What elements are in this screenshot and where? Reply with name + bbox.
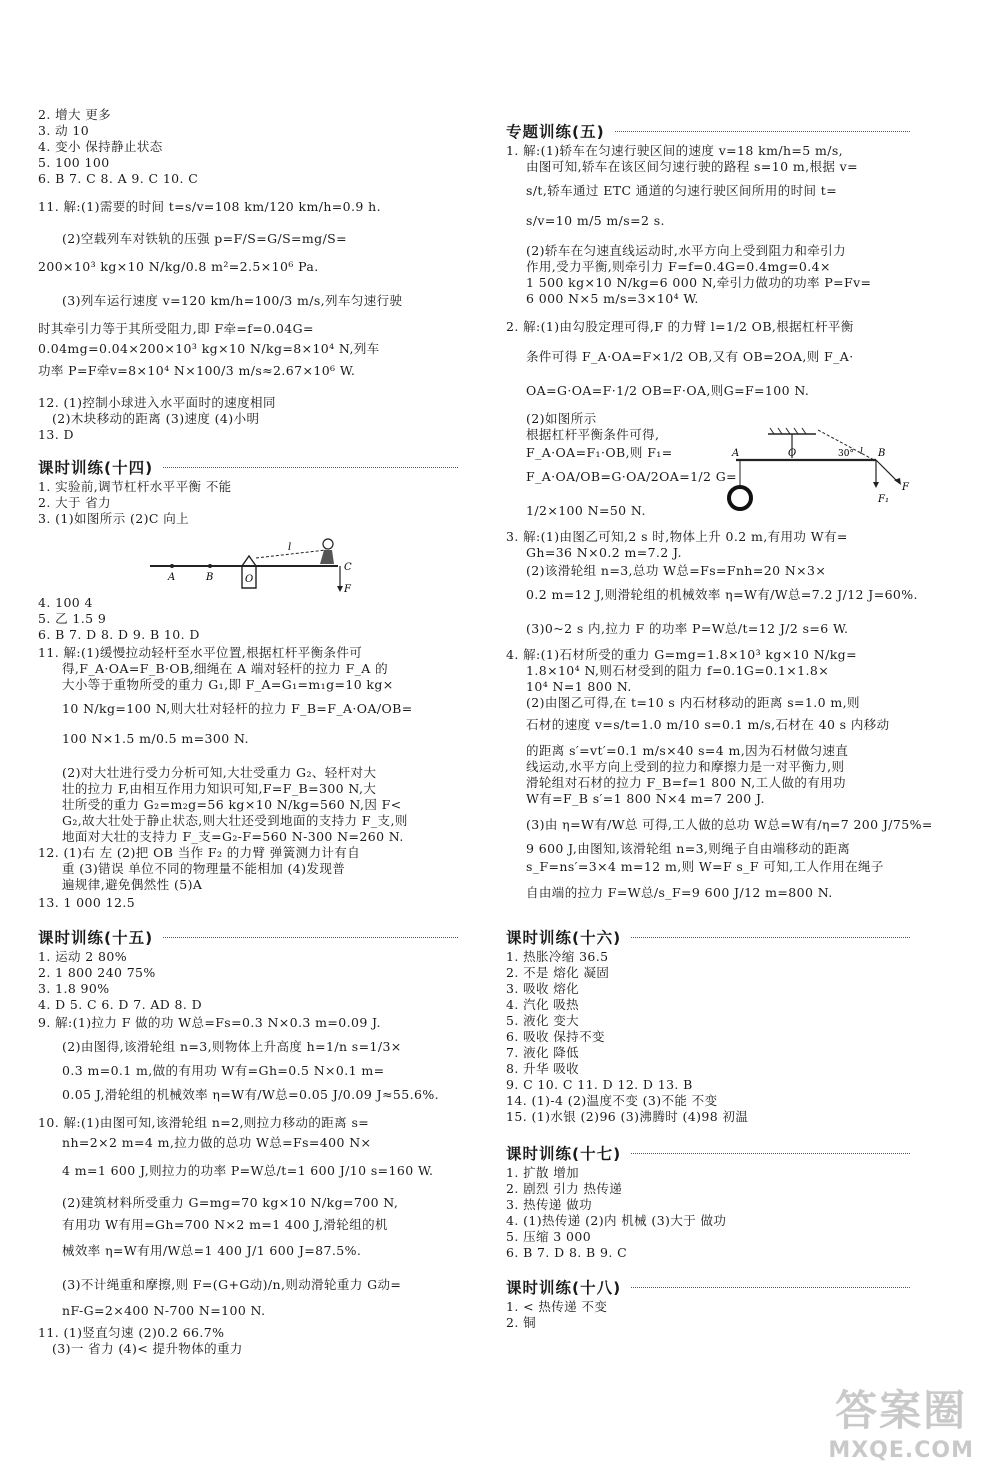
answer-line: 4. 解:(1)石材所受的重力 G=mg=1.8×10³ kg×10 N/kg= (506, 647, 857, 662)
answer-line: 2. 铜 (506, 1315, 536, 1330)
answer-line: 5. 乙 1.5 9 (38, 611, 107, 626)
answer-line: 0.05 J,滑轮组的机械效率 η=W有/W总=0.05 J/0.09 J≈55.6%. (62, 1087, 439, 1102)
answer-line: 2. 1 800 240 75% (38, 965, 156, 980)
answer-line: 4. 100 4 (38, 595, 93, 610)
section-title: 课时训练(十五) (38, 929, 154, 947)
answer-line: 6. 吸收 保持不变 (506, 1029, 605, 1044)
answer-line: (3)列车运行速度 v=120 km/h=100/3 m/s,列车匀速行驶 (62, 293, 403, 308)
answer-line: 壮所受的重力 G₂=m₂g=56 kg×10 N/kg=560 N,因 F< (62, 797, 402, 812)
fig1-label-o: O (245, 574, 254, 585)
watermark-url: MXQE.COM (828, 1438, 974, 1463)
answer-line: 0.2 m=12 J,则滑轮组的机械效率 η=W有/W总=7.2 J/12 J=60%. (526, 587, 918, 602)
answer-line: 有用功 W有用=Gh=700 N×2 m=1 400 J,滑轮组的机 (62, 1217, 388, 1232)
answer-line: 1/2×100 N=50 N. (526, 503, 646, 518)
answer-line: (2)轿车在匀速直线运动时,水平方向上受到阻力和牵引力 (526, 243, 846, 258)
answer-line: 6 000 N×5 m/s=3×10⁴ W. (526, 291, 699, 306)
section-title: 专题训练(五) (506, 123, 605, 141)
answer-line: 1. 热胀冷缩 36.5 (506, 949, 609, 964)
answer-line: 1. < 热传递 不变 (506, 1299, 608, 1314)
answer-line: 5. 液化 变大 (506, 1013, 580, 1028)
answer-line: 时其牵引力等于其所受阻力,即 F牵=f=0.04G= (38, 321, 314, 336)
answer-line: 10 N/kg=100 N,则大壮对轻杆的拉力 F_B=F_A·OA/OB= (62, 701, 413, 716)
answer-line: 1.8×10⁴ N,则石材受到的阻力 f=0.1G=0.1×1.8× (526, 663, 830, 678)
answer-line: (2)由图得,该滑轮组 n=3,则物体上升高度 h=1/n s=1/3× (62, 1039, 402, 1054)
answer-line: 4 m=1 600 J,则拉力的功率 P=W总/t=1 600 J/10 s=160 W. (62, 1163, 434, 1178)
answer-line: 9. 解:(1)拉力 F 做的功 W总=Fs=0.3 N×0.3 m=0.09 J. (38, 1015, 381, 1030)
answer-line: 15. (1)水银 (2)96 (3)沸腾时 (4)98 初温 (506, 1109, 749, 1124)
answer-line: 3. 吸收 熔化 (506, 981, 580, 996)
answer-line: 大小等于重物所受的重力 G₁,即 F_A=G₁=m₁g=10 kg× (62, 677, 394, 692)
answer-line: 1. 实验前,调节杠杆水平平衡 不能 (38, 479, 232, 494)
answer-line: 11. 解:(1)需要的时间 t=s/v=108 km/120 km/h=0.9 h. (38, 199, 381, 214)
answer-line: 0.3 m=0.1 m,做的有用功 W有=Gh=0.5 N×0.1 m= (62, 1063, 385, 1078)
answer-line: s/v=10 m/5 m/s=2 s. (526, 213, 665, 228)
answer-line: 12. (1)右 左 (2)把 OB 当作 F₂ 的力臂 弹簧测力计有自 (38, 845, 361, 860)
answer-line: W有=F_B s′=1 800 N×4 m=7 200 J. (526, 791, 765, 806)
section-heading (506, 120, 910, 142)
answer-line: (3)不计绳重和摩擦,则 F=(G+G动)/n,则动滑轮重力 G动= (62, 1277, 402, 1292)
answer-line: (3)0~2 s 内,拉力 F 的功率 P=W总/t=12 J/2 s=6 W. (526, 621, 849, 636)
fig1-label-c: C (344, 562, 352, 573)
answer-line: 石材的速度 v=s/t=1.0 m/10 s=0.1 m/s,石材在 40 s 内移动 (526, 717, 890, 732)
fig2-label-f: F (902, 482, 909, 493)
section-heading (38, 926, 458, 948)
answer-line: 4. 汽化 吸热 (506, 997, 580, 1012)
answer-line: 3. 动 10 (38, 123, 90, 138)
answer-line: 1. 扩散 增加 (506, 1165, 580, 1180)
answer-line: 11. 解:(1)缓慢拉动轻杆至水平位置,根据杠杆平衡条件可 (38, 645, 363, 660)
fig2-label-f1: F₁ (878, 494, 889, 505)
answer-line: 8. 升华 吸收 (506, 1061, 580, 1076)
answer-line: OA=G·OA=F·1/2 OB=F·OA,则G=F=100 N. (526, 383, 810, 398)
answer-line: 9 600 J,由图知,该滑轮组 n=3,则绳子自由端移动的距离 (526, 841, 851, 856)
answer-line: 由图可知,轿车在该区间匀速行驶的路程 s=10 m,根据 v= (526, 159, 858, 174)
answer-line: 6. B 7. C 8. A 9. C 10. C (38, 171, 199, 186)
answer-line: 2. 解:(1)由勾股定理可得,F 的力臂 l=1/2 OB,根据杠杆平衡 (506, 319, 854, 334)
answer-line: 6. B 7. D 8. B 9. C (506, 1245, 628, 1260)
answer-line: 得,F_A·OA=F_B·OB,细绳在 A 端对轻杆的拉力 F_A 的 (62, 661, 389, 676)
answer-line: 重 (3)错误 单位不同的物理量不能相加 (4)发现普 (62, 861, 346, 876)
watermark-title: 答案圈 (835, 1386, 968, 1435)
answer-line: 条件可得 F_A·OA=F×1/2 OB,又有 OB=2OA,则 F_A· (526, 349, 854, 364)
answer-line: 根据杠杆平衡条件可得, (526, 427, 660, 442)
answer-line: 遍规律,避免偶然性 (5)A (62, 877, 203, 892)
answer-line: 10⁴ N=1 800 N. (526, 679, 632, 694)
answer-line: 5. 100 100 (38, 155, 110, 170)
fig2-label-b: B (878, 448, 886, 459)
answer-line: 作用,受力平衡,则牵引力 F=f=0.4G=0.4mg=0.4× (526, 259, 831, 274)
answer-line: (2)建筑材料所受重力 G=mg=70 kg×10 N/kg=700 N, (62, 1195, 399, 1210)
answer-line: (2)对大壮进行受力分析可知,大壮受重力 G₂、轻杆对大 (62, 765, 377, 780)
fig1-label-a: A (168, 572, 176, 583)
answer-line: 1. 解:(1)轿车在匀速行驶区间的速度 v=18 km/h=5 m/s, (506, 143, 844, 158)
answer-line: s_F=ns′=3×4 m=12 m,则 W=F s_F 可知,工人作用在绳子 (526, 859, 884, 874)
answer-line: 4. D 5. C 6. D 7. AD 8. D (38, 997, 203, 1012)
answer-line: 4. (1)热传递 (2)内 机械 (3)大于 做功 (506, 1213, 727, 1228)
answer-line: Gh=36 N×0.2 m=7.2 J. (526, 545, 682, 560)
answer-line: 2. 增大 更多 (38, 107, 112, 122)
section-heading (38, 456, 458, 478)
answer-line: 14. (1)-4 (2)温度不变 (3)不能 不变 (506, 1093, 718, 1108)
answer-line: (2)木块移动的距离 (3)速度 (4)小明 (52, 411, 260, 426)
answer-line: 100 N×1.5 m/0.5 m=300 N. (62, 731, 249, 746)
answer-line: F_A·OA/OB=G·OA/2OA=1/2 G= (526, 469, 738, 484)
fig2-label-o: O (788, 448, 797, 459)
watermark-logo (828, 1378, 974, 1463)
answer-line: 3. (1)如图所示 (2)C 向上 (38, 511, 190, 526)
answer-line: 的距离 s′=vt′=0.1 m/s×40 s=4 m,因为石材做匀速直 (526, 743, 849, 758)
answer-line: F_A·OA=F₁·OB,则 F₁= (526, 445, 673, 460)
answer-line: 滑轮组对石材的拉力 F_B=f=1 800 N,工人做的有用功 (526, 775, 846, 790)
answer-line: (2)由图乙可得,在 t=10 s 内石材移动的距离 s=1.0 m,则 (526, 695, 860, 710)
answer-line: 11. (1)竖直匀速 (2)0.2 66.7% (38, 1325, 225, 1340)
answer-line: 壮的拉力 F,由相互作用力知识可知,F=F_B=300 N,大 (62, 781, 377, 796)
answer-line: 2. 不是 熔化 凝固 (506, 965, 610, 980)
answer-line: (2)如图所示 (526, 411, 597, 426)
answer-line: 2. 大于 省力 (38, 495, 112, 510)
answer-line: 功率 P=F牵v=8×10⁴ N×100/3 m/s≈2.67×10⁶ W. (38, 363, 356, 378)
answer-line: 地面对大壮的支持力 F_支=G₂-F=560 N-300 N=260 N. (62, 829, 404, 844)
answer-line: 13. D (38, 427, 74, 442)
fig2-label-a: A (732, 448, 740, 459)
fig1-label-f: F (344, 584, 351, 595)
answer-line: 3. 热传递 做功 (506, 1197, 592, 1212)
answer-line: 200×10³ kg×10 N/kg/0.8 m²=2.5×10⁶ Pa. (38, 259, 319, 274)
answer-line: 0.04mg=0.04×200×10³ kg×10 N/kg=8×10⁴ N,列车 (38, 341, 380, 356)
answer-line: (3)一 省力 (4)< 提升物体的重力 (52, 1341, 243, 1356)
section-heading (506, 1276, 910, 1298)
answer-line: 1. 运动 2 80% (38, 949, 127, 964)
fig2-label-angle: 30° (838, 449, 854, 459)
answer-line: 1 500 kg×10 N/kg=6 000 N,牵引力做功的功率 P=Fv= (526, 275, 872, 290)
answer-line: 械效率 η=W有用/W总=1 400 J/1 600 J=87.5%. (62, 1243, 362, 1258)
answer-line: (2)空载列车对铁轨的压强 p=F/S=G/S=mg/S= (62, 231, 348, 246)
section-heading (506, 1142, 910, 1164)
answer-line: 10. 解:(1)由图可知,该滑轮组 n=2,则拉力移动的距离 s= (38, 1115, 370, 1130)
answer-line: (3)由 η=W有/W总 可得,工人做的总功 W总=W有/η=7 200 J/75%= (526, 817, 933, 832)
fig1-label-b: B (206, 572, 214, 583)
section-title: 课时训练(十八) (506, 1279, 622, 1297)
answer-line: 6. B 7. D 8. D 9. B 10. D (38, 627, 200, 642)
answer-line: 线运动,水平方向上受到的拉力和摩擦力是一对平衡力,则 (526, 759, 845, 774)
section-title: 课时训练(十六) (506, 929, 622, 947)
answer-line: 12. (1)控制小球进入水平面时的速度相同 (38, 395, 276, 410)
answer-line: G₂,故大壮处于静止状态,则大壮还受到地面的支持力 F_支,则 (62, 813, 408, 828)
lever-figure-2 (726, 424, 912, 524)
answer-line: 5. 压缩 3 000 (506, 1229, 592, 1244)
answer-line: 13. 1 000 12.5 (38, 895, 136, 910)
answer-line: 2. 剧烈 引力 热传递 (506, 1181, 623, 1196)
fig1-label-l: l (288, 542, 292, 553)
answer-line: nF-G=2×400 N-700 N=100 N. (62, 1303, 266, 1318)
section-title: 课时训练(十七) (506, 1145, 622, 1163)
answer-line: 3. 1.8 90% (38, 981, 110, 996)
fig2-label-l: l (860, 447, 863, 457)
answer-line: (2)该滑轮组 n=3,总功 W总=Fs=Fnh=20 N×3× (526, 563, 827, 578)
answer-line: 9. C 10. C 11. D 12. D 13. B (506, 1077, 693, 1092)
answer-line: 自由端的拉力 F=W总/s_F=9 600 J/12 m=800 N. (526, 885, 833, 900)
section-heading (506, 926, 910, 948)
answer-line: 3. 解:(1)由图乙可知,2 s 时,物体上升 0.2 m,有用功 W有= (506, 529, 848, 544)
answer-line: 7. 液化 降低 (506, 1045, 580, 1060)
section-title: 课时训练(十四) (38, 459, 154, 477)
answer-line: nh=2×2 m=4 m,拉力做的总功 W总=Fs=400 N× (62, 1135, 372, 1150)
answer-line: 4. 变小 保持静止状态 (38, 139, 163, 154)
answer-line: s/t,轿车通过 ETC 通道的匀速行驶区间所用的时间 t= (526, 183, 838, 198)
lever-figure-1 (138, 530, 378, 600)
